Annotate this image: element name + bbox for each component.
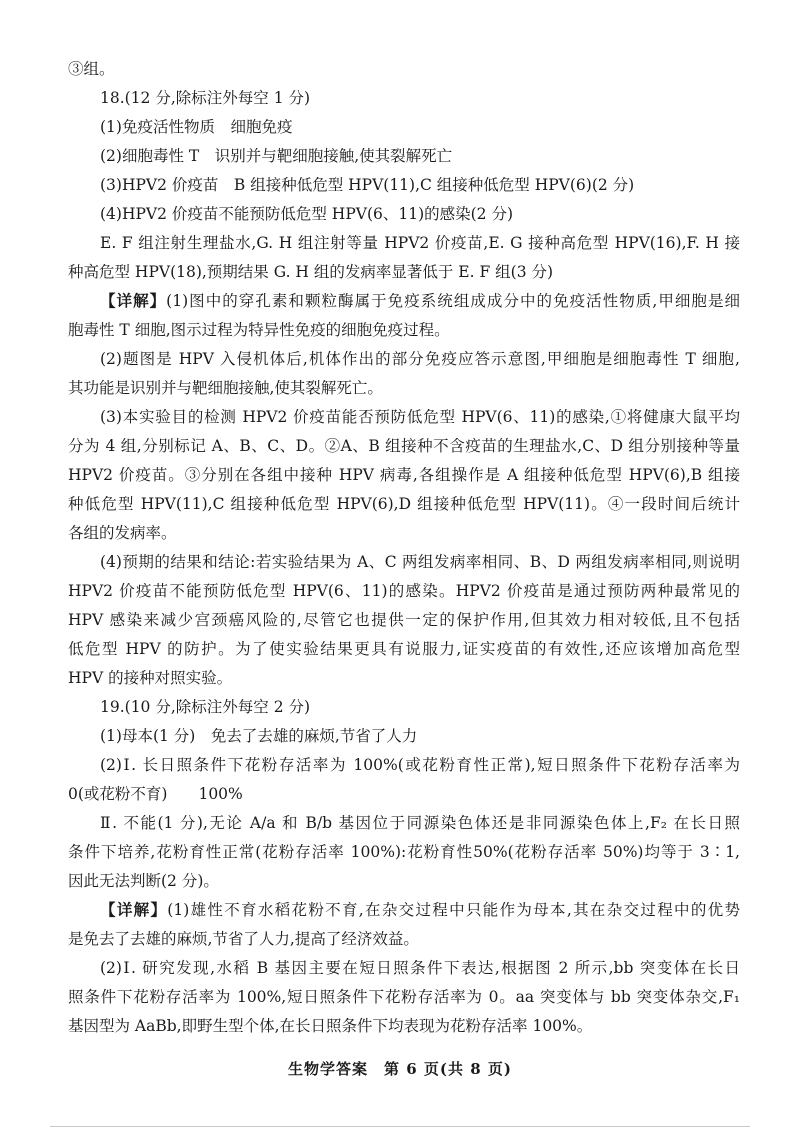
explanation-line: 【详解】(1)图中的穿孔素和颗粒酶属于免疫系统组成成分中的免疫活性物质,甲细胞是细 [100, 291, 740, 310]
explanation-line: (2)题图是 HPV 入侵机体后,机体作出的部分免疫应答示意图,甲细胞是细胞毒性 T 细胞, [100, 350, 740, 368]
explanation-line: (2)Ⅰ. 研究发现,水稻 B 基因主要在短日照条件下表达,根据图 2 所示,bb 突变体在长日 [100, 959, 740, 977]
answer-line: (1)免疫活性物质 细胞免疫 [100, 118, 293, 136]
answer-line: (3)HPV2 价疫苗 B 组接种低危型 HPV(11),C 组接种低危型 HPV(6)(2 分) [100, 176, 635, 194]
answer-line: 因此无法判断(2 分)。 [68, 872, 219, 890]
question-heading: 19.(10 分,除标注外每空 2 分) [100, 698, 311, 716]
text-line: ③组。 [68, 60, 115, 78]
explanation-line: 分为 4 组,分别标记 A、B、C、D。②A、B 组接种不含疫苗的生理盐水,C、D 组分别接种等量 [68, 437, 740, 455]
answer-line: (2)细胞毒性 T 识别并与靶细胞接触,使其裂解死亡 [100, 147, 453, 165]
answer-line: E. F 组注射生理盐水,G. H 组注射等量 HPV2 价疫苗,E. G 接种高危型 HPV(16),F. H 接 [100, 234, 740, 252]
explanation-line: HPV2 价疫苗。③分别在各组中接种 HPV 病毒,各组操作是 A 组接种低危型 HPV(6),B 组接 [68, 466, 740, 484]
explanation-marker: 【详解】 [100, 291, 167, 310]
explanation-marker: 【详解】 [100, 900, 168, 919]
explanation-line: (4)预期的结果和结论:若实验结果为 A、C 两组发病率相同、B、D 两组发病率相同,则说明 [100, 553, 740, 571]
answer-line: (2)Ⅰ. 长日照条件下花粉存活率为 100%(或花粉育性正常),短日照条件下花粉存活率为 [100, 756, 740, 774]
explanation-line: HPV 感染来减少宫颈癌风险的,尽管它也提供一定的保护作用,但其效力相对较低,且不包括 [68, 611, 740, 629]
explanation-line: 低危型 HPV 的防护。为了使实验结果更具有说服力,证实疫苗的有效性,还应该增加高危型 [68, 640, 740, 658]
explanation-line: 照条件下花粉存活率为 100%,短日照条件下花粉存活率为 0。aa 突变体与 bb 突变体杂交,F₁ [68, 988, 740, 1006]
explanation-line: 胞毒性 T 细胞,图示过程为特异性免疫的细胞免疫过程。 [68, 321, 450, 339]
explanation-line: 各组的发病率。 [68, 524, 177, 542]
answer-line: (1)母本(1 分) 免去了去雄的麻烦,节省了人力 [100, 727, 418, 745]
explanation-line: 是免去了去雄的麻烦,节省了人力,提高了经济效益。 [68, 930, 419, 948]
answer-line: 0(或花粉不育) 100% [68, 785, 243, 803]
explanation-line: 基因型为 AaBb,即野生型个体,在长日照条件下均表现为花粉存活率 100%。 [68, 1017, 593, 1035]
explanation-line: HPV2 价疫苗不能预防低危型 HPV(6、11)的感染。HPV2 价疫苗是通过预防两种最常见的 [68, 582, 740, 600]
answer-line: (4)HPV2 价疫苗不能预防低危型 HPV(6、11)的感染(2 分) [100, 205, 514, 223]
answer-line: Ⅱ. 不能(1 分),无论 A/a 和 B/b 基因位于同源染色体还是非同源染色体上,F₂ 在长日照 [100, 814, 740, 832]
page-footer: 生物学答案 第 6 页(共 8 页) [288, 1060, 512, 1078]
answer-line: 种高危型 HPV(18),预期结果 G. H 组的发病率显著低于 E. F 组(3 分) [68, 263, 554, 281]
answer-line: 条件下培养,花粉育性正常(花粉存活率 100%):花粉育性50%(花粉存活率 50%)均等于 3∶1, [68, 843, 740, 861]
explanation-line: 其功能是识别并与靶细胞接触,使其裂解死亡。 [68, 379, 383, 397]
question-heading: 18.(12 分,除标注外每空 1 分) [100, 89, 311, 107]
explanation-line: HPV 的接种对照实验。 [68, 669, 233, 687]
bottom-rule [50, 1126, 750, 1127]
explanation-line: (3)本实验目的检测 HPV2 价疫苗能否预防低危型 HPV(6、11)的感染,①将健康大鼠平均 [100, 408, 740, 426]
explanation-line: 【详解】(1)雄性不育水稻花粉不育,在杂交过程中只能作为母本,其在杂交过程中的优势 [100, 900, 740, 919]
explanation-line: 种低危型 HPV(11),C 组接种低危型 HPV(6),D 组接种低危型 HPV(11)。④一段时间后统计 [68, 495, 740, 513]
